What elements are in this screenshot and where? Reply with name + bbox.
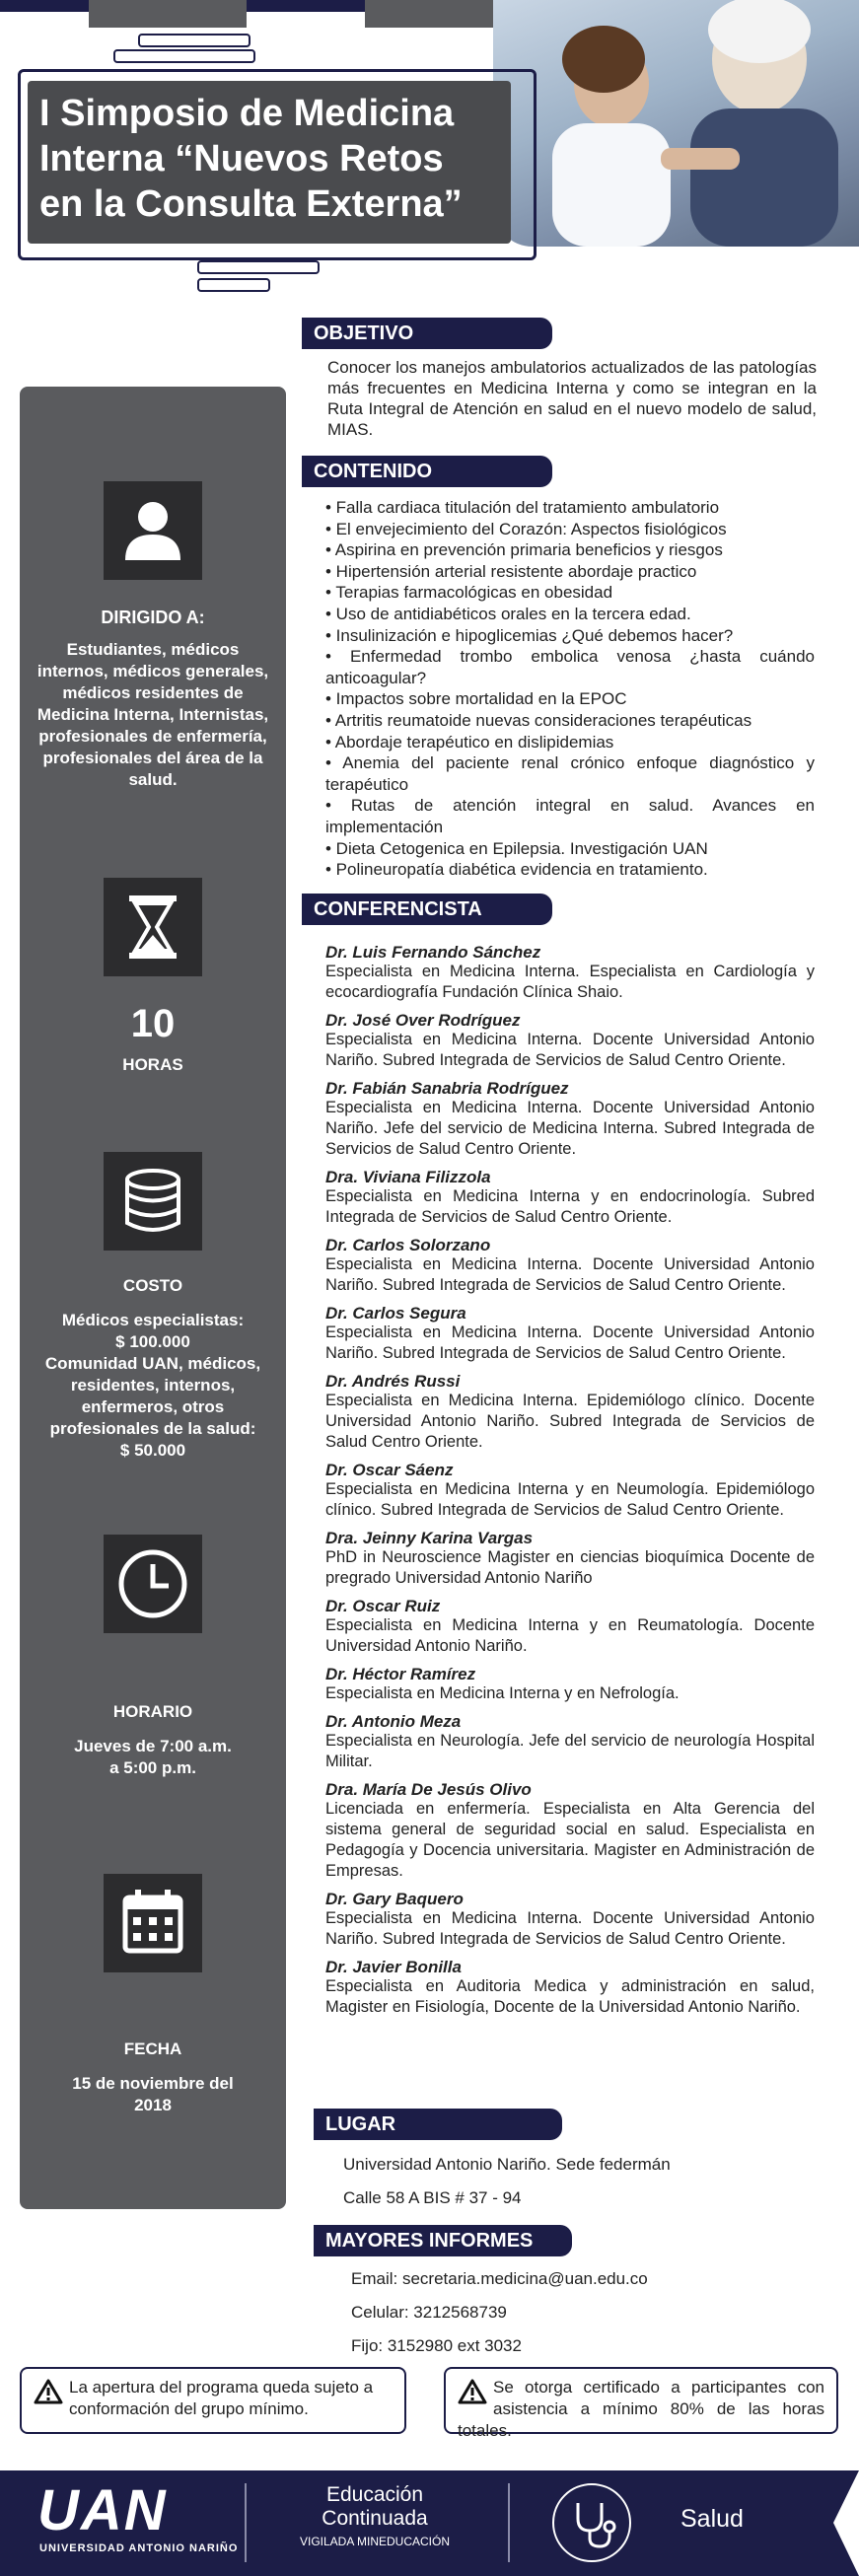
user-icon [104,481,202,580]
speaker-desc: Especialista en Medicina Interna. Docente Universidad Antonio Nariño. Subred Integrada de Servicios de Salud Centro Oriente. [325,1255,815,1294]
area-label: Salud [680,2505,744,2533]
speaker-name: Dr. Javier Bonilla [325,1958,462,1976]
list-item: • Polineuropatía diabética evidencia en tratamiento. [325,860,708,880]
notice-right [444,2367,838,2440]
speaker-entry [325,1079,815,1160]
speaker-entry [325,1665,815,1704]
contenido-heading: CONTENIDO [302,456,552,487]
decor-pill [197,260,320,274]
contenido-list [325,497,815,881]
program-line: Educación [325,2483,424,2506]
speaker-name: Dra. Viviana Filizzola [325,1168,491,1186]
speaker-name: Dr. Andrés Russi [325,1372,461,1391]
hourglass-icon [104,878,202,976]
speaker-entry [325,1011,815,1071]
list-item: • Anemia del paciente renal crónico enfoque diagnóstico y terapéutico [325,753,815,794]
hours-value: 10 [130,1002,176,1045]
costo-line: residentes, internos, [70,1376,236,1395]
speaker-name: Dr. Antonio Meza [325,1712,462,1731]
informes-fijo: Fijo: 3152980 ext 3032 [351,2336,522,2355]
hero-photo-illustration [493,0,859,247]
speaker-entry [325,1461,815,1521]
footer-notch [833,2470,859,2576]
horario-text [30,1736,276,1779]
horario-label: HORARIO [112,1702,193,1721]
costo-line: profesionales de la salud: [49,1419,256,1438]
fecha-text [30,2073,276,2116]
dirigido-text: Estudiantes, médicos internos, médicos generales, médicos residentes de Medicina Interna, Internistas, profesionales de enfermería, profesionales del área de la salud. [36,640,269,789]
list-item: • Hipertensión arterial resistente abordaje practico [325,561,697,581]
program-sub: VIGILADA MINEDUCACIÓN [299,2535,451,2548]
speaker-desc: Especialista en Neurología. Jefe del servicio de neurología Hospital Militar. [325,1732,815,1770]
informes-celular: Celular: 3212568739 [351,2303,507,2322]
speaker-desc: Especialista en Medicina Interna y en Nefrología. [325,1684,680,1702]
notice-left [20,2367,406,2434]
speaker-name: Dr. Luis Fernando Sánchez [325,943,541,962]
notice-left-text: La apertura del programa queda sujeto a conformación del grupo mínimo. [69,2378,374,2418]
program-name [296,2483,454,2531]
calendar-icon [104,1874,202,1972]
list-item: • Artritis reumatoide nuevas consideraciones terapéuticas [325,710,752,730]
speaker-name: Dr. Oscar Ruiz [325,1597,441,1615]
informes-email[interactable]: Email: secretaria.medicina@uan.edu.co [351,2269,648,2288]
speaker-name: Dr. Carlos Segura [325,1304,466,1323]
speaker-entry [325,943,815,1003]
speaker-desc: Especialista en Medicina Interna y en endocrinología. Subred Integrada de Servicios de Salud Centro Oriente. [325,1187,815,1226]
speaker-name: Dr. Fabián Sanabria Rodríguez [325,1079,569,1098]
lugar-line-1: Universidad Antonio Nariño. Sede federmán [343,2155,671,2174]
speaker-name: Dr. Oscar Sáenz [325,1461,454,1479]
event-title [39,91,503,227]
dirigido-label: DIRIGIDO A: [101,608,205,627]
speaker-name: Dr. Héctor Ramírez [325,1665,476,1683]
footer-divider [245,2483,247,2562]
speaker-list [325,943,815,2026]
list-item: • Dieta Cetogenica en Epilepsia. Investigación UAN [325,838,708,858]
costo-line: $ 100.000 [115,1332,190,1351]
speaker-entry [325,1304,815,1364]
speaker-desc: Especialista en Medicina Interna. Epidemiólogo clínico. Docente Universidad Antonio Nariño. Subred Integrada de Servicios de Salud Centro Oriente. [325,1392,815,1451]
clock-icon [104,1535,202,1633]
speaker-entry [325,1372,815,1453]
list-item: • Enfermedad trombo embolica venosa ¿hasta cuándo anticoagular? [325,647,815,687]
list-item: • Impactos sobre mortalidad en la EPOC [325,689,627,709]
decor-pill [113,49,255,63]
speaker-desc: PhD in Neuroscience Magister en ciencias bioquímica Docente de pregrado Universidad Antonio Nariño [325,1548,815,1587]
speaker-name: Dr. Gary Baquero [325,1890,464,1908]
costo-line: Comunidad UAN, médicos, [44,1354,261,1373]
conferencista-heading: CONFERENCISTA [302,894,552,925]
list-item: • Aspirina en prevención primaria beneficios y riesgos [325,540,723,560]
list-item: • Uso de antidiabéticos orales en la tercera edad. [325,604,691,623]
speaker-desc: Especialista en Medicina Interna. Docente Universidad Antonio Nariño. Subred Integrada de Servicios de Salud Centro Oriente. [325,1031,815,1069]
speaker-entry [325,1890,815,1950]
objetivo-heading: OBJETIVO [302,318,552,349]
lugar-heading: LUGAR [314,2109,562,2140]
speaker-desc: Especialista en Medicina Interna y en Neumología. Epidemiólogo clínico. Subred Integrada de Servicios de Salud Centro Oriente. [325,1480,815,1519]
speaker-entry [325,1597,815,1657]
list-item: • Terapias farmacológicas en obesidad [325,583,613,603]
costo-line: $ 50.000 [119,1441,186,1460]
stethoscope-icon [552,2483,631,2562]
costo-line: enfermeros, otros [81,1397,225,1416]
speaker-desc: Especialista en Medicina Interna. Docente Universidad Antonio Nariño. Jefe del servicio de Medicina Interna. Subred Integrada de Servicios de Salud Centro Oriente. [325,1099,815,1158]
speaker-entry [325,1168,815,1228]
costo-text [30,1310,276,1462]
title-line: Interna “Nuevos Retos [39,138,444,179]
lugar-line-2: Calle 58 A BIS # 37 - 94 [343,2188,522,2207]
decor-pill [197,278,270,292]
speaker-name: Dr. José Over Rodríguez [325,1011,521,1030]
top-gray-tab-left [89,0,247,28]
speaker-name: Dr. Carlos Solorzano [325,1236,491,1254]
speaker-desc: Especialista en Medicina Interna y en Reumatología. Docente Universidad Antonio Nariño. [325,1616,815,1655]
objetivo-text: Conocer los manejos ambulatorios actualizados de las patologías más frecuentes en Medicina Interna y como se integran en la Ruta Integral de Atención en salud en el nuevo modelo de salud, MIAS. [327,358,817,439]
fecha-label: FECHA [123,2039,182,2058]
informes-heading: MAYORES INFORMES [314,2225,572,2256]
speaker-desc: Especialista en Medicina Interna. Docente Universidad Antonio Nariño. Subred Integrada de Servicios de Salud Centro Oriente. [325,1909,815,1948]
speaker-entry [325,1529,815,1589]
costo-line: Médicos especialistas: [61,1311,245,1329]
database-icon [104,1152,202,1251]
costo-label: COSTO [122,1276,183,1295]
uan-logo-sub: UNIVERSIDAD ANTONIO NARIÑO [39,2542,239,2554]
horario-line: Jueves de 7:00 a.m. [74,1737,232,1755]
fecha-line: 2018 [134,2096,172,2114]
notice-right-text: Se otorga certificado a participantes con asistencia a mínimo 80% de las horas totales. [458,2378,824,2440]
warning-icon [458,2379,487,2404]
hero-photo [493,0,859,247]
list-item: • El envejecimiento del Corazón: Aspectos fisiológicos [325,519,727,538]
speaker-entry [325,1236,815,1296]
speaker-desc: Especialista en Auditoria Medica y administración en salud, Magister en Fisiología, Docente de la Universidad Antonio Nariño. [325,1977,815,2016]
fecha-line: 15 de noviembre del [72,2074,234,2093]
speaker-entry [325,1712,815,1772]
list-item: • Insulinización e hipoglicemias ¿Qué debemos hacer? [325,625,734,645]
program-line: Continuada [322,2507,428,2530]
speaker-desc: Licenciada en enfermería. Especialista en Alta Gerencia del sistema general de seguridad social en salud. Especialista en Pedagogía y Docencia universitaria. Magister en Administración de Empresas. [325,1800,815,1880]
uan-logo: UAN [37,2478,168,2542]
speaker-desc: Especialista en Medicina Interna. Docente Universidad Antonio Nariño. Subred Integrada de Servicios de Salud Centro Oriente. [325,1324,815,1362]
title-line: en la Consulta Externa” [39,183,463,225]
speaker-entry [325,1958,815,2018]
speaker-desc: Especialista en Medicina Interna. Especialista en Cardiología y ecocardiografía Fundación Clínica Shaio. [325,963,815,1001]
list-item: • Falla cardiaca titulación del tratamiento ambulatorio [325,498,720,517]
horario-line: a 5:00 p.m. [109,1758,196,1777]
list-item: • Rutas de atención integral en salud. Avances en implementación [325,796,815,836]
warning-icon [34,2379,63,2404]
title-line: I Simposio de Medicina [39,93,455,134]
footer-divider [508,2483,510,2562]
speaker-name: Dra. Jeinny Karina Vargas [325,1529,534,1547]
speaker-entry [325,1780,815,1882]
decor-pill [138,34,251,47]
list-item: • Abordaje terapéutico en dislipidemias [325,732,614,751]
speaker-name: Dra. María De Jesús Olivo [325,1780,532,1799]
hours-label: HORAS [122,1055,183,1074]
